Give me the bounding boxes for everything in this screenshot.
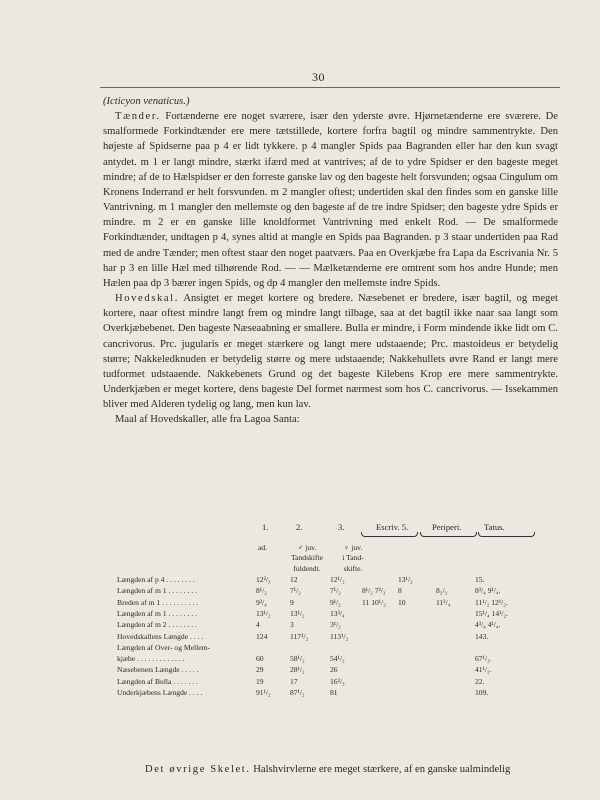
table-cell: 91¹/₂ bbox=[256, 688, 271, 697]
table-cell: 113¹/₂ bbox=[330, 631, 349, 641]
text-tander: Fortænderne ere noget sværere, især den yderste øvre. Hjørnetænderne ere sværere. De smalformede Forkindtænder ere mere tætstillede, kortere forfra bagtil og mindre sammentrykte. Den højeste af Spidserne paa p 4 er lidt tykkere. p 4 mangler Spids paa Bagranden eller har den kun svagt antydet. m 1 er langt mindre, stærkt ifærd med at vantrives; af de to ydre Spidser er den bageste meget mindre; af de to Hælspidser er den forreste ganske lav og den bageste helt forsvunden; ogsaa Cingulum om Kronens Inderrand er helt forsvunden. m 2 mangler oftest; undertiden skal den findes som en ganske lille Vantrivning. m 1 mangler den mellemste og den bageste af de tre indre Spidser; den bageste ydre Spids er mindre. m 2 er en ganske lille knoldformet Vantrivning med enkelt Rod. — De smalformede Forkindtænder, undtagen p 4, synes altid at mangle en Spids paa Bagranden. p 3 staar undertiden paa Rad med de andre Tænder; men oftest staar den noget paatværs. Paa en Overkjæbe fra Lapa da Escrivania Nr. 5 har p 3 en lille Hæl med tilhørende Rod. — — Mælketænderne ere omtrent som hos andre Hunde; men Hælen paa dp 3 bærer ingen Spids, og dp 4 mangler den mellemste indre Spids. bbox=[103, 111, 558, 289]
col-header-2: 2. bbox=[296, 522, 303, 532]
table-cell: 41¹/₂. bbox=[475, 665, 492, 675]
table-cell: 8₂/₃ bbox=[436, 586, 448, 596]
table-row-label: Længden af Over- og Mellem- bbox=[117, 642, 211, 652]
table-cell: 60 bbox=[256, 654, 264, 664]
paragraph-hovedskal bbox=[103, 291, 558, 412]
table-cell: 9 bbox=[290, 597, 294, 607]
table-cell: 11³/₄ bbox=[436, 597, 451, 607]
heading-hovedskal: Hovedskal. bbox=[115, 293, 179, 305]
brace-tatus bbox=[478, 532, 535, 537]
table-cell: 8 bbox=[398, 586, 402, 596]
table-cell: 16²/₃ bbox=[330, 676, 345, 686]
table-cell: 11 10¹/₂ bbox=[362, 597, 386, 607]
table-cell: 9³/₄ bbox=[256, 597, 267, 607]
table-row-label: Længden af Bulla . . . . . . . bbox=[117, 676, 198, 686]
table-cell: 12¹/₂ bbox=[330, 575, 345, 584]
heading-ovrige: Det øvrige Skelet. bbox=[145, 764, 251, 775]
header-rule bbox=[100, 87, 560, 88]
table-cell: 19 bbox=[256, 676, 264, 686]
table-cell: 28¹/₂ bbox=[290, 665, 305, 675]
table-cell: 11¹/₂ 12¹/₂. bbox=[475, 597, 508, 607]
table-cell: 13³/₄ bbox=[330, 608, 345, 618]
col-header-3: 3. bbox=[338, 522, 345, 532]
table-cell: 8³/₄ 9¹/₄. bbox=[475, 586, 501, 596]
table-cell: 13¹/₂ bbox=[290, 608, 305, 618]
sub-header-2: ♂ juv. Tandskifte fuldendt. bbox=[291, 543, 323, 573]
table-cell: 4³/₄ 4¹/₄. bbox=[475, 620, 501, 630]
col-header-escriv: Escriv. 5. bbox=[376, 522, 409, 532]
table-cell: 67¹/₂. bbox=[475, 654, 492, 664]
table-cell: 13¹/₂ bbox=[398, 575, 413, 584]
maal-intro: Maal af Hovedskaller, alle fra Lagoa Santa: bbox=[115, 414, 300, 426]
table-cell: 9¹/₂ bbox=[330, 597, 341, 607]
paragraph-tander bbox=[103, 109, 558, 291]
table-cell: 81 bbox=[330, 688, 338, 697]
table-cell: 17 bbox=[290, 676, 298, 686]
paragraph-ovrige bbox=[145, 764, 510, 775]
table-cell: 13¹/₂ bbox=[256, 608, 271, 618]
table-row-label: Breden af m 1 . . . . . . . . . . bbox=[117, 597, 199, 607]
table-cell: 8¹/₂ 7²/₃ bbox=[362, 586, 386, 596]
table-cell: 3 bbox=[290, 620, 294, 630]
col-header-1: 1. bbox=[262, 522, 269, 532]
table-cell: 12 bbox=[290, 575, 298, 584]
table-cell: 15¹/₄ 14¹/₂. bbox=[475, 608, 509, 618]
table-cell: 143. bbox=[475, 631, 489, 641]
sub-header-3: ♀ juv. i Tand- skifte. bbox=[342, 543, 364, 573]
sub-header-1: ad. bbox=[258, 543, 268, 552]
table-row-label: Længden af m 2 . . . . . . . . bbox=[117, 620, 197, 630]
table-row-label: Næsebenets Længde . . . . . bbox=[117, 665, 199, 675]
text-hovedskal: Ansigtet er meget kortere og bredere. Næsebenet er bredere, især bagtil, og meget kortere, naar oftest mindre langt frem og mindre langt tilbage, saa at det bagtil ikke naar saa langt som Overkjæbebenet. Den bageste Næseaabning er smallere. Bulla er mindre, i Form mindende ikke lidt om C. cancrivorus. Prc. jugularis er meget stærkere og langt mere udstaaende; Prc. mastoideus er betydelig større; Nakkeledknuden er betydelig større og mere udstaaende; Nakkehullets øvre Rand er langt mere tudformet udstaaende. Nakkebenets Grund og det bageste Kilebens Krop ere mere sammentrykte. Underkjæben er meget kortere, dens bageste Del formet nærmest som hos C. cancrivorus. — Issekammen bliver med Alderen tydelig og lang, men kun lav. bbox=[103, 293, 558, 411]
table-cell: 15. bbox=[475, 575, 485, 584]
table-cell: 4 bbox=[256, 620, 260, 630]
body-text bbox=[103, 94, 558, 427]
brace-escriv bbox=[361, 532, 418, 537]
table-cell: 8¹/₂ bbox=[256, 586, 267, 596]
table-cell: 7¹/₂ bbox=[290, 586, 301, 596]
table-cell: 3¹/₂ bbox=[330, 620, 341, 630]
heading-tander: Tænder. bbox=[115, 111, 161, 123]
table-row-label: Længden af p 4 . . . . . . . . bbox=[117, 575, 195, 584]
col-header-periperi: Periperi. bbox=[432, 522, 462, 532]
table-row-label: Hovedskallens Længde . . . . bbox=[117, 631, 204, 641]
table-row-label: Underkjæbens Længde . . . . bbox=[117, 688, 203, 697]
species-header: (Icticyon venaticus.) bbox=[103, 96, 190, 107]
table-cell: 117¹/₂ bbox=[290, 631, 309, 641]
table-cell: 29 bbox=[256, 665, 264, 675]
table-cell: 109. bbox=[475, 688, 489, 697]
page-number: 30 bbox=[312, 70, 325, 84]
table-row-label: kjæbe . . . . . . . . . . . . . bbox=[117, 654, 185, 664]
table-cell: 26 bbox=[330, 665, 338, 675]
table-cell: 124 bbox=[256, 631, 268, 641]
table-cell: 7¹/₂ bbox=[330, 586, 341, 596]
table-cell: 58¹/₂ bbox=[290, 654, 305, 664]
table-row-label: Længden af m 1 . . . . . . . . bbox=[117, 608, 197, 618]
table-cell: 22. bbox=[475, 676, 485, 686]
text-ovrige: Halshvirvlerne ere meget stærkere, af en ganske ualmindelig bbox=[250, 764, 511, 775]
table-cell: 54¹/₂ bbox=[330, 654, 345, 664]
table-row-label: Længden af m 1 . . . . . . . . bbox=[117, 586, 197, 596]
table-cell: 10 bbox=[398, 597, 406, 607]
table-cell: 12²/₃ bbox=[256, 575, 271, 584]
table-cell: 87¹/₂ bbox=[290, 688, 305, 697]
col-header-tatus: Tatus. bbox=[484, 522, 505, 532]
brace-periperi bbox=[420, 532, 477, 537]
